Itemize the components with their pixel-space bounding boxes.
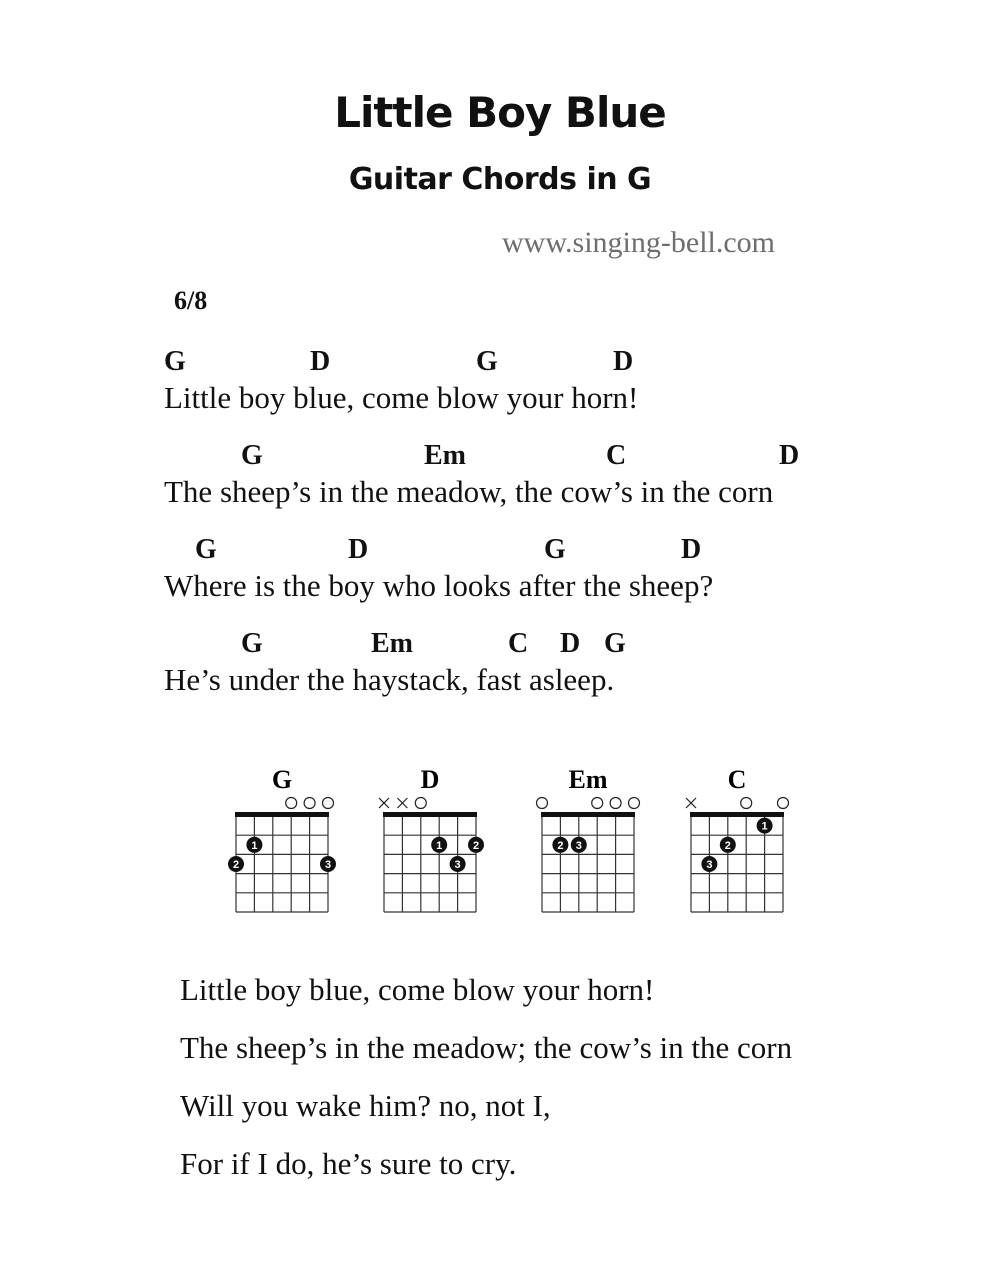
website-url: www.singing-bell.com — [502, 226, 776, 259]
nut — [541, 812, 635, 817]
chord-label: G — [195, 534, 217, 565]
chord-label: Em — [424, 440, 466, 471]
chord-label: G — [241, 628, 263, 659]
svg-text:3: 3 — [706, 859, 713, 871]
chord-label: Em — [371, 628, 413, 659]
open-string-marker — [629, 798, 640, 809]
finger-dot — [228, 856, 244, 872]
chord-label: G — [544, 534, 566, 565]
lyric-line: Where is the boy who looks after the sheep? — [164, 568, 714, 603]
lyric-line: He’s under the haystack, fast asleep. — [164, 662, 615, 697]
chord-label: D — [613, 346, 634, 377]
chord-label: D — [310, 346, 331, 377]
open-string-marker — [286, 798, 297, 809]
finger-dot — [320, 856, 336, 872]
chord-label: G — [164, 346, 186, 377]
finger-dot — [571, 837, 587, 853]
lyric-line: For if I do, he’s sure to cry. — [180, 1146, 517, 1181]
open-string-marker — [610, 798, 621, 809]
finger-dot — [701, 856, 717, 872]
finger-dot — [450, 856, 466, 872]
open-string-marker — [323, 798, 334, 809]
svg-text:3: 3 — [575, 839, 582, 852]
finger-dot — [431, 837, 447, 853]
muted-string-marker — [397, 798, 407, 808]
svg-text:2: 2 — [557, 839, 564, 852]
song-subtitle: Guitar Chords in G — [348, 162, 652, 197]
song-title: Little Boy Blue — [334, 88, 666, 137]
open-string-marker — [592, 798, 603, 809]
svg-text:3: 3 — [454, 859, 461, 871]
svg-text:2: 2 — [232, 859, 240, 871]
lyric-line: The sheep’s in the meadow, the cow’s in the corn — [164, 474, 774, 509]
chord-diagram-name: D — [420, 765, 440, 794]
open-string-marker — [537, 798, 548, 809]
svg-text:3: 3 — [324, 859, 332, 871]
lyric-line: The sheep’s in the meadow; the cow’s in the corn — [180, 1030, 793, 1065]
chord-label: D — [348, 534, 369, 565]
finger-dot — [246, 837, 262, 853]
chord-diagram-name: C — [727, 765, 747, 794]
svg-text:2: 2 — [724, 839, 731, 852]
chord-label: C — [508, 628, 529, 659]
svg-text:1: 1 — [436, 839, 443, 852]
finger-dot — [757, 818, 773, 834]
chord-diagram-g — [228, 765, 336, 912]
open-string-marker — [741, 798, 752, 809]
chord-diagram-c — [686, 765, 789, 912]
lyric-line: Little boy blue, come blow your horn! — [180, 972, 655, 1007]
chord-diagram-name: G — [271, 765, 293, 794]
svg-text:2: 2 — [472, 839, 480, 852]
chord-label: G — [241, 440, 263, 471]
finger-dot — [720, 837, 736, 853]
nut — [235, 812, 329, 817]
open-string-marker — [778, 798, 789, 809]
lyric-line: Will you wake him? no, not I, — [180, 1088, 551, 1123]
open-string-marker — [415, 798, 426, 809]
chord-label: D — [779, 440, 800, 471]
muted-string-marker — [686, 798, 696, 808]
svg-text:1: 1 — [251, 839, 258, 852]
chord-label: D — [560, 628, 581, 659]
chord-label: C — [606, 440, 627, 471]
chord-label: G — [476, 346, 498, 377]
nut — [690, 812, 784, 817]
finger-dot — [552, 837, 568, 853]
lyric-line: Little boy blue, come blow your horn! — [164, 380, 639, 415]
svg-text:1: 1 — [761, 820, 768, 833]
finger-dot — [468, 837, 484, 853]
time-signature: 6/8 — [174, 286, 208, 315]
muted-string-marker — [379, 798, 389, 808]
nut — [383, 812, 477, 817]
chord-diagram-em — [537, 765, 640, 912]
open-string-marker — [304, 798, 315, 809]
chord-diagram-name: Em — [568, 765, 608, 794]
chord-label: D — [681, 534, 702, 565]
chord-label: G — [604, 628, 626, 659]
chord-diagram-d — [379, 765, 484, 912]
